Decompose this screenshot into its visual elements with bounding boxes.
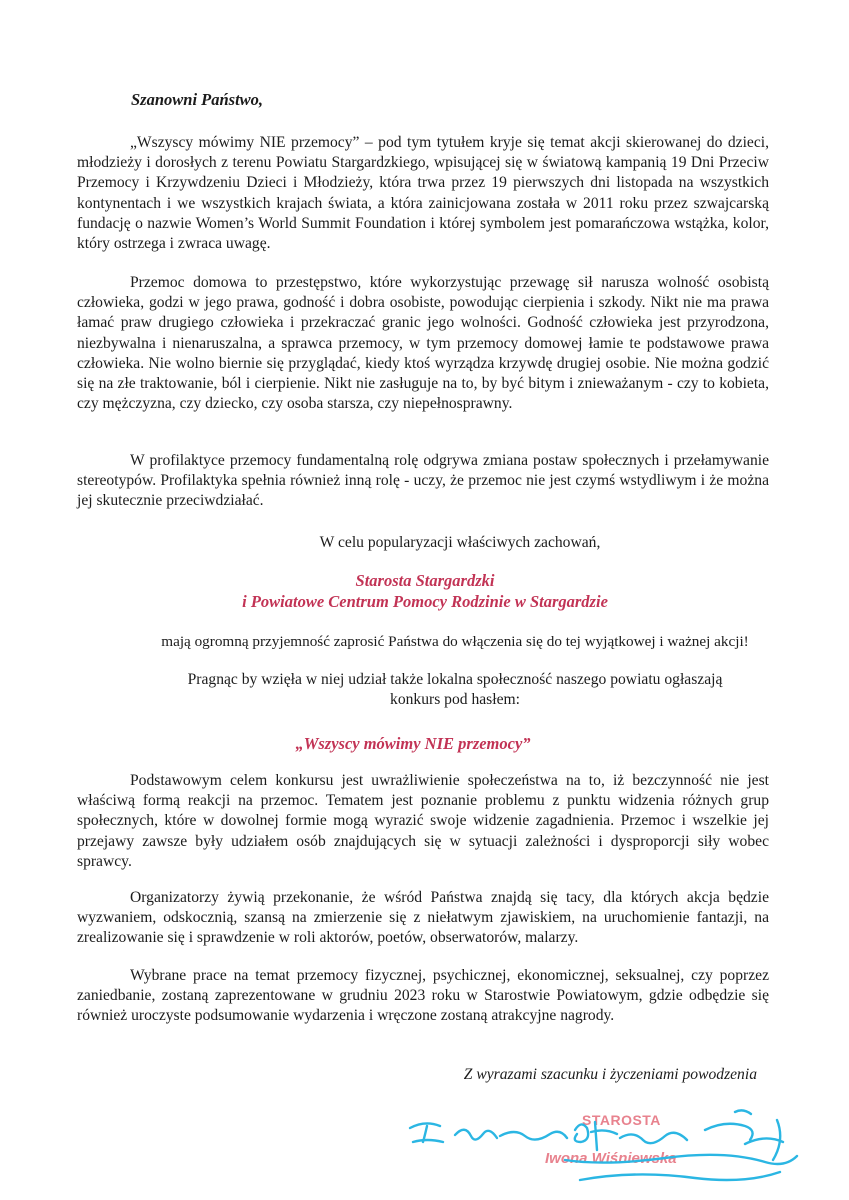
paragraph-presentation: Wybrane prace na temat przemocy fizycznej, psychicznej, ekonomicznej, seksualnej, czy poprzez zaniedbanie, zostaną zaprezentowane w grudniu 2023 roku w Starostwie Powiatowym, gdzie odbędzie się również uroczyste podsumowanie wydarzenia i wręczone zostaną atrakcyjne nagrody. <box>77 967 769 1025</box>
closing-phrase: Z wyrazami szacunku i życzeniami powodzenia <box>463 1066 757 1083</box>
stamp-title: STAROSTA <box>582 1112 661 1128</box>
salutation: Szanowni Państwo, <box>131 90 264 109</box>
contest-title: „Wszyscy mówimy NIE przemocy” <box>295 734 531 753</box>
paragraph-contest-goal: Podstawowym celem konkursu jest uwrażliwienie społeczeństwa na to, iż bezczynność nie jest właściwą formą reakcji na przemoc. Tematem jest poznanie problemu z punktu widzenia różnych grup społecznych, które w dowolnej formie mogą wyrazić swoje widzenie zagadnienia. Przemoc i wszelkie jej przejawy zawsze były udziałem osób znajdujących się w sytuacji zależności i dysproporcji siły wobec sprawcy. <box>77 772 769 870</box>
paragraph-campaign-intro: „Wszyscy mówimy NIE przemocy” – pod tym tytułem kryje się temat akcji skierowanej do dzieci, młodzieży i dorosłych z terenu Powiatu Stargardzkiego, wpisującej się w światową kampanią 19 Dni Przeciw Przemocy i Krzywdzeniu Dzieci i Młodzieży, która trwa przez 19 pierwszych dni listopada na wszystkich kontynentach i we wszystkich krajach świata, a która zainicjowana została w 2011 roku przez szwajcarską fundację o nazwie Women’s World Summit Foundation i której symbolem jest pomarańczowa wstążka, kolor, który ostrzega i zwraca uwagę. <box>77 134 769 253</box>
paragraph-prevention: W profilaktyce przemocy fundamentalną rolę odgrywa zmiana postaw społecznych i przełamywanie stereotypów. Profilaktyka spełnia również inną rolę - uczy, że przemoc nie jest czymś wstydliwym i że można jej skutecznie przeciwdziałać. <box>77 452 769 510</box>
organizer-starosta: Starosta Stargardzki <box>355 571 495 590</box>
handwritten-signature <box>405 1100 805 1200</box>
contest-announcement-line: Pragnąc by wzięła w niej udział także lokalna społeczność naszego powiatu ogłaszają <box>187 671 723 688</box>
contest-announcement-line-2: konkurs pod hasłem: <box>390 691 520 708</box>
organizer-pcpr: i Powiatowe Centrum Pomocy Rodzinie w Stargardzie <box>242 592 608 611</box>
paragraph-organizers: Organizatorzy żywią przekonanie, że wśród Państwa znajdą się tacy, dla których akcja będzie wyzwaniem, odskocznią, szansą na zmierzenie się z niełatwym zjawiskiem, na uruchomienie fantazji, na zrealizowanie się i sprawdzenie w roli aktorów, poetów, obserwatorów, malarzy. <box>77 889 769 947</box>
invitation-line: mają ogromną przyjemność zaprosić Państwa do włączenia się do tej wyjątkowej i ważnej akcji! <box>161 633 749 650</box>
signature-block <box>405 1100 805 1200</box>
paragraph-domestic-violence: Przemoc domowa to przestępstwo, które wykorzystując przewagę sił narusza wolność osobistą człowieka, godzi w jego prawa, godność i dobra osobiste, powodując cierpienia i szkody. Nikt nie ma prawa łamać praw drugiego człowieka i przekraczać granic jego wolności. Godność człowieka jest przyrodzona, niezbywalna i nienaruszalna, a sprawca przemocy, w tym przemocy domowej łamie te podstawowe prawa człowieka. Nie wolno biernie się przyglądać, kiedy ktoś wyrządza krzywdę drugiej osobie. Nie można godzić się na złe traktowanie, ból i cierpienie. Nikt nie zasługuje na to, by być bitym i znieważanym - czy to kobieta, czy mężczyzna, czy dziecko, czy osoba starsza, czy niepełnosprawny. <box>77 274 769 413</box>
popularization-line: W celu popularyzacji właściwych zachowań, <box>319 534 601 551</box>
stamp-name: Iwona Wiśniewska <box>545 1150 677 1167</box>
